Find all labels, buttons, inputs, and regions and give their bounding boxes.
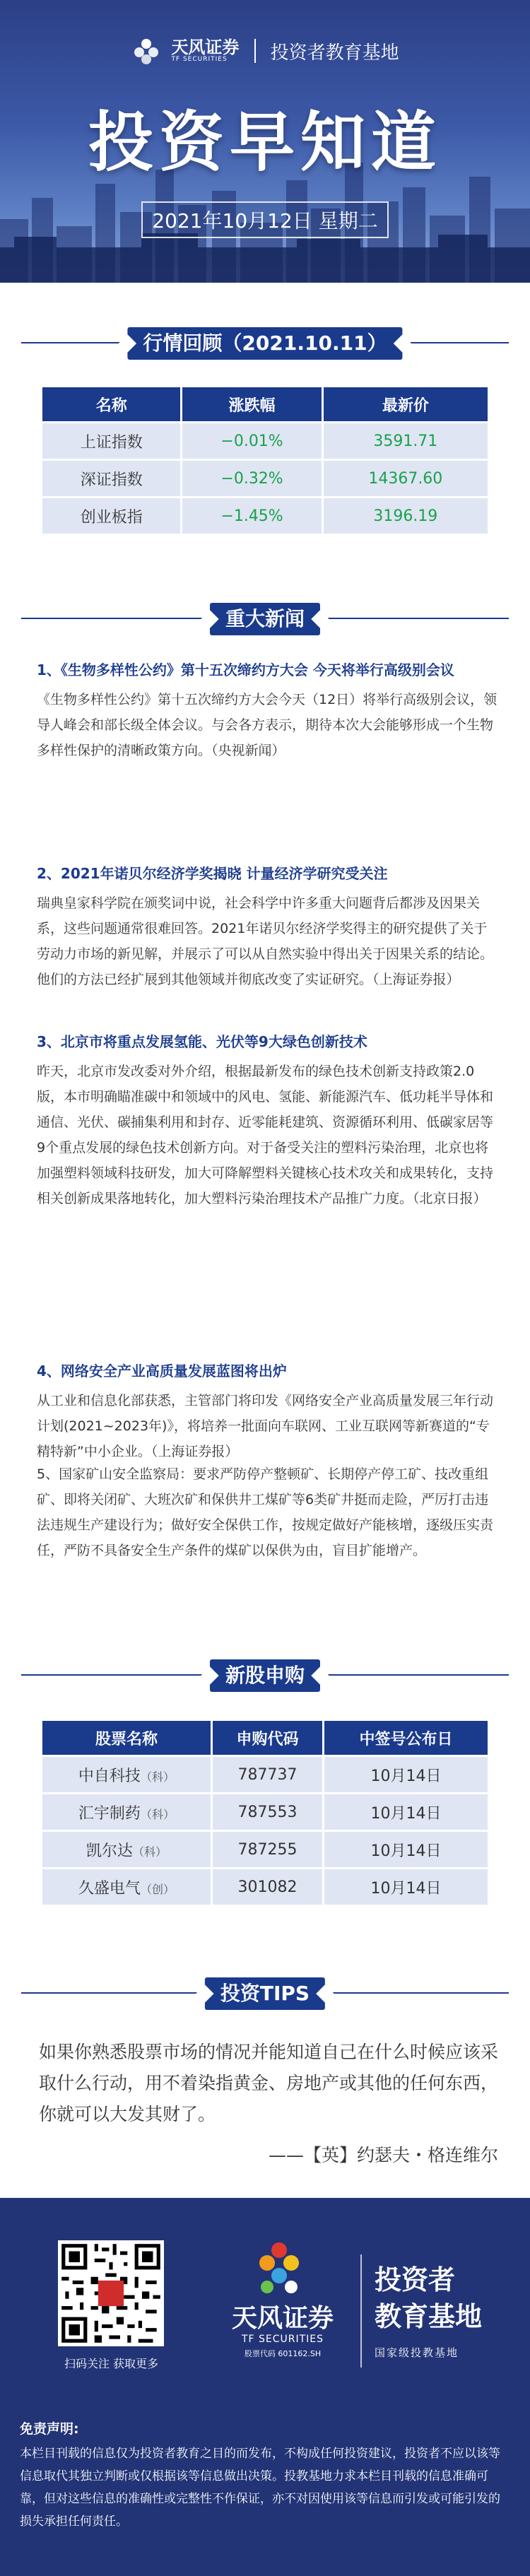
hero-banner bbox=[0, 0, 530, 283]
footer bbox=[0, 2198, 530, 2576]
news-body: 从工业和信息化部获悉，主管部门将印发《网络安全产业高质量发展三年行动计划(2021~2023年)》，将培养一批面向车联网、工业互联网等新赛道的“专精特新”中小企业。（上海证券报） bbox=[37, 1393, 494, 1459]
brand-name: 天风证券 TF SECURITIES bbox=[171, 37, 240, 64]
announcement-date: 10月14日 bbox=[324, 1757, 488, 1792]
news-title: 4、网络安全产业高质量发展蓝图将出炉 bbox=[37, 1363, 287, 1380]
news-body: 《生物多样性公约》第十五次缔约方大会今天（12日）将举行高级别会议，领导人峰会和部长级全体会议。与会各方表示，期待本次大会能够形成一个生物多样性保护的清晰政策方向。（央视新闻） bbox=[37, 692, 497, 758]
news-item bbox=[37, 861, 500, 992]
footer-brand-name: 天风证券 bbox=[231, 2304, 334, 2333]
table-row bbox=[42, 498, 488, 534]
index-change: −0.32% bbox=[182, 461, 321, 496]
index-name: 创业板指 bbox=[42, 498, 180, 534]
tips-section-title: 投资TIPS bbox=[205, 1977, 325, 2010]
news-title: 2、2021年诺贝尔经济学奖揭晓 计量经济学研究受关注 bbox=[37, 865, 388, 882]
news-body: 昨天，北京市发改委对外介绍，根据最新发布的绿色技术创新支持政策2.0版，本市明确瞄准碳中和领域中的风电、氢能、新能源汽车、低功耗半导体和通信、光伏、碳捕集利用和封存、近零能耗建筑、资源循环利用、低碳家居等9个重点发展的绿色技术创新方向。对于备受关注的塑料污染治理，北京也将加强塑料领域科技研发，加大可降解塑料关键核心技术攻关和成果转化，支持相关创新成果落地转化，加大塑料污染治理技术产品推广力度。（北京日报） bbox=[37, 1064, 494, 1206]
tips-section-header bbox=[21, 1972, 509, 2014]
announcement-date: 10月14日 bbox=[324, 1869, 488, 1905]
table-row bbox=[42, 423, 488, 459]
tips-quote: 如果你熟悉股票市场的情况并能知道自己在什么时候应该采取什么行动，用不着染指黄金、房地产或其他的任何东西，你就可以大发其财了。 bbox=[39, 2042, 499, 2124]
tips-author: ——【英】约瑟夫・格连维尔 bbox=[268, 2145, 498, 2165]
news-section-header bbox=[21, 597, 509, 640]
news-title: 1、《生物多样性公约》第十五次缔约方大会 今天将举行高级别会议 bbox=[37, 661, 454, 678]
table-row bbox=[42, 461, 488, 496]
column-header: 涨跌幅 bbox=[182, 387, 321, 421]
index-change: −0.01% bbox=[182, 423, 321, 459]
table-row bbox=[42, 1757, 488, 1792]
table-header-row bbox=[42, 387, 488, 421]
qr-code-image[interactable] bbox=[58, 2240, 164, 2346]
footer-base-name: 投资者 教育基地 bbox=[375, 2264, 483, 2332]
column-header: 名称 bbox=[42, 387, 180, 421]
market-table bbox=[40, 385, 490, 536]
market-section-header bbox=[21, 322, 509, 364]
news-body: 5、国家矿山安全监察局：要求严防停产整顿矿、长期停产停工矿、技改重组矿、即将关闭矿、大班次矿和保供井工煤矿等6类矿井挺而走险，严厉打击违法违规生产建设行为；做好安全保供工作，按规定做好产能核增，逐级压实责任，严防不具备安全生产条件的煤矿以保供为由，盲目扩能增产。 bbox=[37, 1466, 494, 1558]
subscription-code: 787737 bbox=[213, 1757, 322, 1792]
news-item bbox=[37, 1358, 500, 1464]
page-title: 投资早知道 bbox=[88, 105, 442, 180]
stock-name: 凯尔达（科） bbox=[42, 1832, 211, 1867]
disclaimer-text: 本栏目刊载的信息仅为投资者教育之目的而发布，不构成任何投资建议，投资者不应以该等信息取代其独立判断或仅根据该等信息做出决策。投教基地力求本栏目刊载的信息准确可靠，但对这些信息的准确性或完整性不作保证，亦不对因使用该等信息而引发或可能引发的损失承担任何责任。 bbox=[20, 2447, 500, 2529]
table-header-row bbox=[42, 1721, 488, 1755]
footer-stock-code: 股票代码 601162.SH bbox=[244, 2349, 322, 2358]
index-price: 14367.60 bbox=[324, 461, 488, 496]
news-body: 瑞典皇家科学院在颁奖词中说，社会科学中许多重大问题背后都涉及因果关系，这些问题通常很难回答。2021年诺贝尔经济学奖得主的研究提供了关于劳动力市场的新见解，并展示了可以从自然实验中得出关于因果关系的结论。他们的方法已经扩展到其他领域并彻底改变了实证研究。（上海证券报） bbox=[37, 895, 494, 987]
news-title: 3、北京市将重点发展氢能、光伏等9大绿色创新技术 bbox=[37, 1033, 367, 1050]
index-price: 3196.19 bbox=[324, 498, 488, 534]
column-header: 股票名称 bbox=[42, 1721, 211, 1755]
announcement-date: 10月14日 bbox=[324, 1832, 488, 1867]
news-item bbox=[37, 657, 500, 763]
footer-base-level: 国家级投教基地 bbox=[375, 2346, 459, 2359]
news-item bbox=[37, 1462, 500, 1563]
tf-logo-icon bbox=[247, 2240, 311, 2297]
brand-row bbox=[0, 35, 530, 66]
column-header: 中签号公布日 bbox=[324, 1721, 488, 1755]
ipo-table bbox=[40, 1719, 490, 1907]
stock-name: 久盛电气（创） bbox=[42, 1869, 211, 1905]
column-header: 申购代码 bbox=[213, 1721, 322, 1755]
index-change: −1.45% bbox=[182, 498, 321, 534]
subscription-code: 787553 bbox=[213, 1794, 322, 1830]
tf-logo-icon bbox=[131, 35, 162, 66]
column-header: 最新价 bbox=[324, 387, 488, 421]
market-section-title: 行情回顾（2021.10.11） bbox=[127, 327, 402, 360]
announcement-date: 10月14日 bbox=[324, 1794, 488, 1830]
qr-caption: 扫码关注 获取更多 bbox=[64, 2357, 159, 2370]
subscription-code: 301082 bbox=[213, 1869, 322, 1905]
stock-name: 汇宇制药（科） bbox=[42, 1794, 211, 1830]
brand-separator bbox=[254, 39, 256, 63]
ipo-section-header bbox=[21, 1654, 509, 1696]
base-name: 投资者教育基地 bbox=[270, 42, 399, 64]
index-name: 上证指数 bbox=[42, 423, 180, 459]
subscription-code: 787255 bbox=[213, 1832, 322, 1867]
ipo-section-title: 新股申购 bbox=[210, 1659, 320, 1692]
footer-separator bbox=[360, 2254, 362, 2368]
index-price: 3591.71 bbox=[324, 423, 488, 459]
footer-brand-english: TF SECURITIES bbox=[241, 2334, 324, 2345]
table-row bbox=[42, 1794, 488, 1830]
table-row bbox=[42, 1832, 488, 1867]
disclaimer-title: 免责声明: bbox=[20, 2421, 79, 2437]
news-item bbox=[37, 1029, 500, 1211]
index-name: 深证指数 bbox=[42, 461, 180, 496]
date-label: 2021年10月12日 星期二 bbox=[141, 201, 389, 238]
table-row bbox=[42, 1869, 488, 1905]
news-section-title: 重大新闻 bbox=[210, 603, 320, 635]
stock-name: 中自科技（科） bbox=[42, 1757, 211, 1792]
